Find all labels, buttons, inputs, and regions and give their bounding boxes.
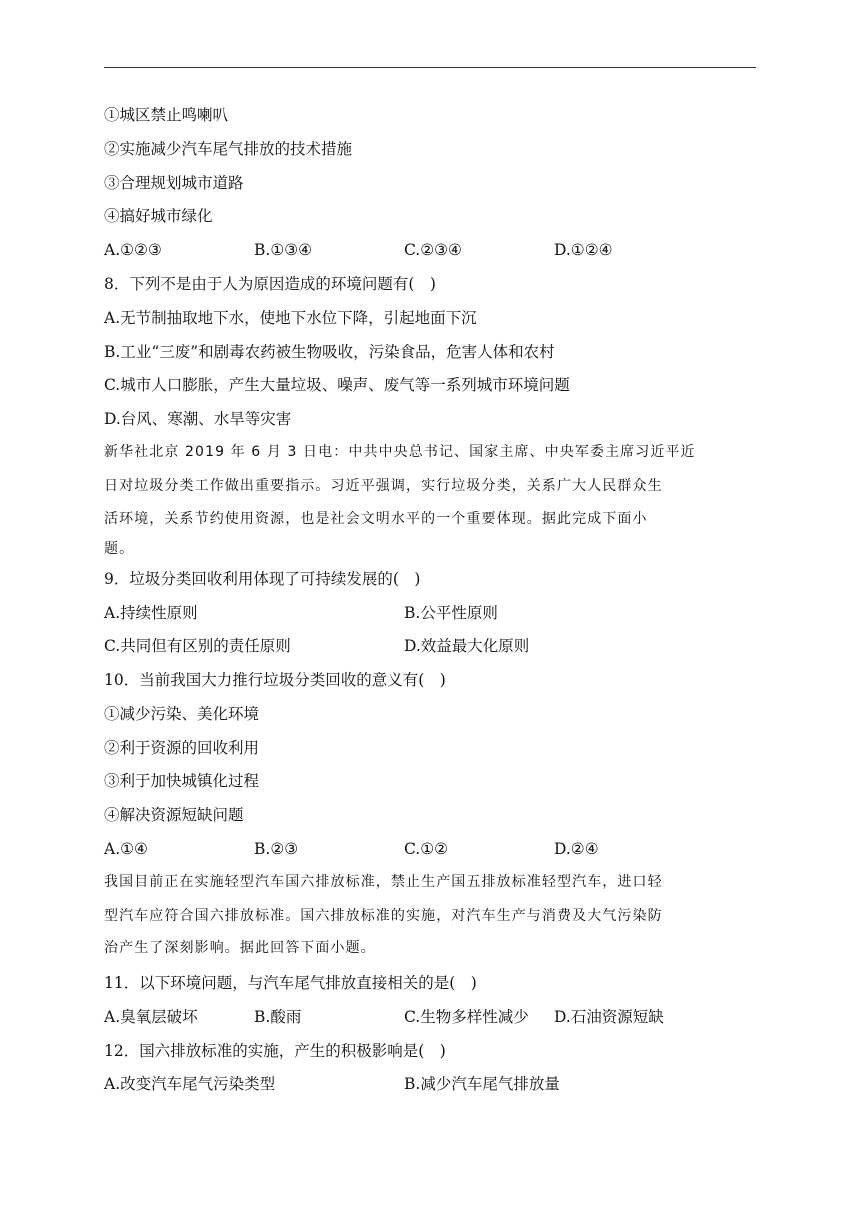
q9-option-a: A.持续性原则	[104, 604, 198, 622]
q10-option-d: D.②④	[554, 840, 599, 858]
passage2-line-1: 我国目前正在实施轻型汽车国六排放标准，禁止生产国五排放标准轻型汽车，进口轻	[104, 874, 663, 890]
q11-option-a: A.臭氧层破坏	[104, 1008, 198, 1026]
passage1-line-3: 活环境，关系节约使用资源，也是社会文明水平的一个重要体现。据此完成下面小	[104, 511, 648, 527]
q9-option-d: D.效益最大化原则	[404, 637, 530, 655]
passage1-line-4: 题。	[104, 541, 135, 557]
q10-item-4: ④解决资源短缺问题	[104, 806, 244, 824]
q8-option-c: C.城市人口膨胀，产生大量垃圾、噪声、废气等一系列城市环境问题	[104, 376, 570, 394]
q7-item-3: ③合理规划城市道路	[104, 174, 244, 192]
q9-option-b: B.公平性原则	[404, 604, 498, 622]
q11-option-c: C.生物多样性减少	[404, 1008, 529, 1026]
q11-option-b: B.酸雨	[254, 1008, 302, 1026]
q7-option-b: B.①③④	[254, 241, 313, 259]
q8-option-b: B.工业“三废”和剧毒农药被生物吸收，污染食品，危害人体和农村	[104, 343, 555, 361]
q8-option-d: D.台风、寒潮、水旱等灾害	[104, 410, 292, 428]
q10-item-3: ③利于加快城镇化过程	[104, 772, 260, 790]
q10-item-1: ①减少污染、美化环境	[104, 705, 260, 723]
q11-stem: 11．以下环境问题，与汽车尾气排放直接相关的是( )	[104, 974, 477, 992]
q10-option-b: B.②③	[254, 840, 299, 858]
q8-option-a: A.无节制抽取地下水，使地下水位下降，引起地面下沉	[104, 309, 477, 327]
passage1-line-1: 新华社北京 2019 年 6 月 3 日电：中共中央总书记、国家主席、中央军委主席习近平近	[104, 444, 696, 460]
q7-item-1: ①城区禁止鸣喇叭	[104, 106, 229, 124]
q7-item-4: ④搞好城市绿化	[104, 207, 213, 225]
q12-stem: 12．国六排放标准的实施，产生的积极影响是( )	[104, 1042, 446, 1060]
q7-item-2: ②实施减少汽车尾气排放的技术措施	[104, 140, 353, 158]
q12-option-b: B.减少汽车尾气排放量	[404, 1075, 560, 1093]
q7-option-c: C.②③④	[404, 241, 462, 259]
q10-option-a: A.①④	[104, 840, 148, 858]
q7-option-d: D.①②④	[554, 241, 613, 259]
q9-stem: 9．垃圾分类回收利用体现了可持续发展的( )	[104, 570, 421, 588]
q8-stem: 8．下列不是由于人为原因造成的环境问题有( )	[104, 275, 436, 293]
q10-stem: 10．当前我国大力推行垃圾分类回收的意义有( )	[104, 671, 446, 689]
passage2-line-2: 型汽车应符合国六排放标准。国六排放标准的实施，对汽车生产与消费及大气污染防	[104, 908, 663, 924]
header-rule	[104, 67, 756, 68]
q7-option-a: A.①②③	[104, 241, 162, 259]
q10-item-2: ②利于资源的回收利用	[104, 739, 260, 757]
passage2-line-3: 治产生了深刻影响。据此回答下面小题。	[104, 940, 376, 956]
q9-option-c: C.共同但有区别的责任原则	[104, 637, 291, 655]
q10-option-c: C.①②	[404, 840, 449, 858]
passage1-line-2: 日对垃圾分类工作做出重要指示。习近平强调，实行垃圾分类，关系广大人民群众生	[104, 478, 663, 494]
q11-option-d: D.石油资源短缺	[554, 1008, 664, 1026]
q12-option-a: A.改变汽车尾气污染类型	[104, 1075, 276, 1093]
